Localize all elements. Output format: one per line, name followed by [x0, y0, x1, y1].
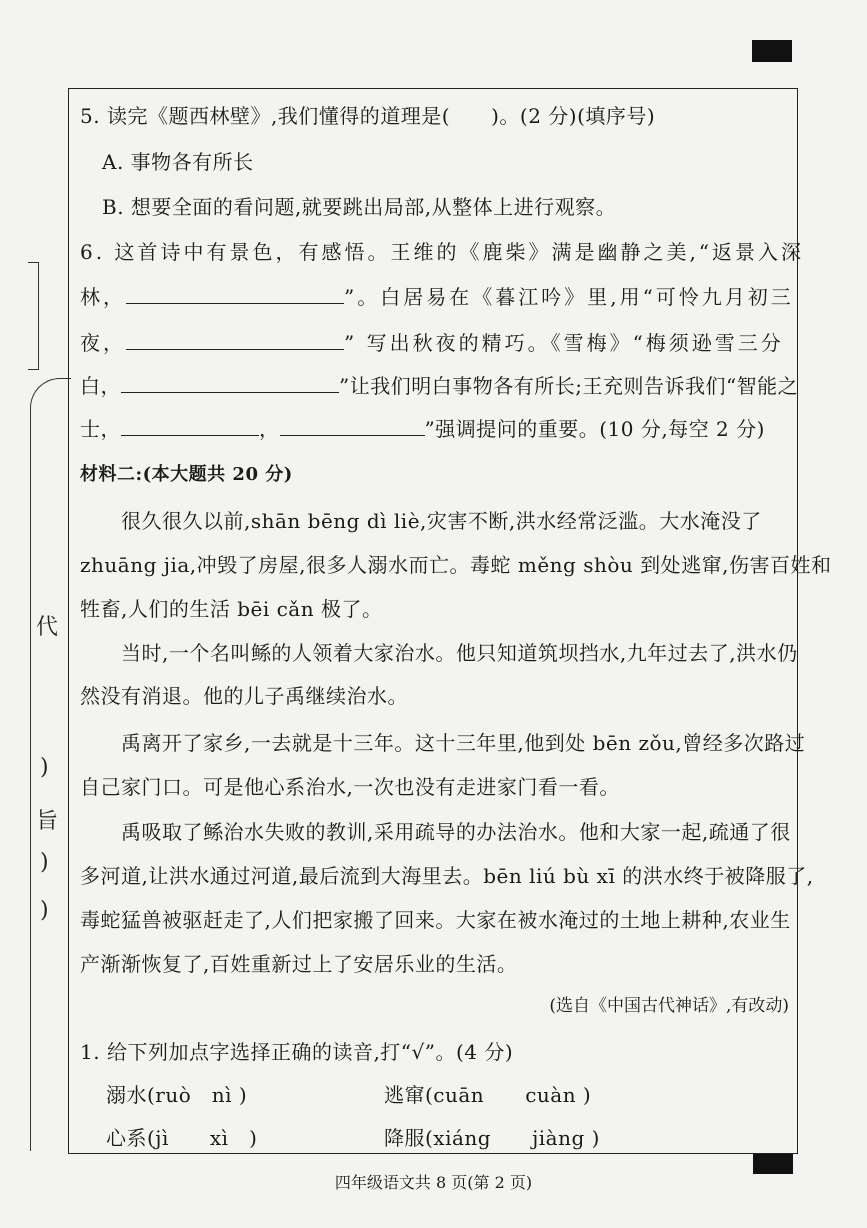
q6-line5 — [80, 413, 765, 442]
answer-blank[interactable] — [121, 374, 339, 393]
passage-line: 然没有消退。他的儿子禹继续治水。 — [80, 684, 408, 708]
passage-line: zhuāng jia,冲毁了房屋,很多人溺水而亡。毒蛇 měng shòu 到处逃窜,伤害百姓和 — [80, 553, 832, 577]
passage-line: 多河道,让洪水通过河道,最后流到大海里去。bēn liú bù xī 的洪水终于被降服了, — [80, 864, 814, 888]
q1-item[interactable]: 逃窜(cuān cuàn ) — [384, 1083, 592, 1107]
q6-line2 — [80, 281, 794, 310]
q5-option-b: B. 想要全面的看问题,就要跳出局部,从整体上进行观察。 — [102, 195, 617, 219]
q6-text: 白， — [80, 374, 121, 398]
q6-text: 林， — [80, 285, 126, 309]
q1-item[interactable]: 降服(xiáng jiàng ) — [384, 1126, 600, 1150]
margin-bracket-lower — [30, 378, 71, 1151]
margin-char: ) — [40, 755, 49, 780]
passage-line: 毒蛇猛兽被驱赶走了,人们把家搬了回来。大家在被水淹过的土地上耕种,农业生 — [80, 908, 791, 932]
page-footer: 四年级语文共 8 页(第 2 页) — [334, 1173, 533, 1192]
passage-source: (选自《中国古代神话》,有改动) — [549, 996, 789, 1016]
corner-marker-bottom — [753, 1154, 793, 1174]
material2-heading: 材料二:(本大题共 20 分) — [80, 464, 293, 485]
margin-bracket-upper — [28, 262, 39, 370]
margin-char: ) — [40, 850, 49, 875]
q5-option-a: A. 事物各有所长 — [102, 150, 254, 174]
passage-line: 禹吸取了鲧治水失败的教训,采用疏导的办法治水。他和大家一起,疏通了很 — [80, 820, 791, 844]
margin-char: ) — [40, 898, 49, 923]
q6-text: ”。白居易在《暮江吟》里,用“可怜九月初三 — [344, 285, 794, 309]
q5-stem: 5. 读完《题西林壁》,我们懂得的道理是( )。(2 分)(填序号) — [80, 104, 656, 128]
q6-line4 — [80, 370, 798, 399]
passage-line: 很久很久以前,shān bēng dì liè,灾害不断,洪水经常泛滥。大水淹没了 — [80, 509, 762, 533]
passage-line: 当时,一个名叫鲧的人领着大家治水。他只知道筑坝挡水,九年过去了,洪水仍 — [80, 641, 798, 665]
passage-line: 产渐渐恢复了,百姓重新过上了安居乐业的生活。 — [80, 952, 518, 976]
passage-line: 自己家门口。可是他心系治水,一次也没有走进家门看一看。 — [80, 775, 620, 799]
q1-item[interactable]: 心系(jì xì ) — [106, 1126, 258, 1150]
answer-blank[interactable] — [121, 417, 259, 436]
q6-line3 — [80, 327, 784, 356]
q6-text: 夜， — [80, 331, 126, 355]
answer-blank[interactable] — [280, 417, 425, 436]
q6-text: ” 写出秋夜的精巧。《雪梅》“梅须逊雪三分 — [344, 331, 784, 355]
answer-blank[interactable] — [126, 331, 344, 350]
q6-text: ”强调提问的重要。(10 分,每空 2 分) — [424, 417, 765, 441]
q6-line1: 6. 这首诗中有景色，有感悟。王维的《鹿柴》满是幽静之美,“返景入深 — [80, 240, 805, 264]
q6-text: 士， — [80, 417, 121, 441]
margin-char: 旨 — [36, 809, 59, 834]
margin-char: 代 — [36, 615, 59, 640]
passage-line: 禹离开了家乡,一去就是十三年。这十三年里,他到处 bēn zǒu,曾经多次路过 — [80, 731, 806, 755]
q1-stem: 1. 给下列加点字选择正确的读音,打“√”。(4 分) — [80, 1040, 514, 1064]
q1-item[interactable]: 溺水(ruò nì ) — [106, 1083, 248, 1107]
corner-marker-top — [752, 40, 792, 62]
answer-blank[interactable] — [126, 285, 344, 304]
passage-line: 牲畜,人们的生活 bēi cǎn 极了。 — [80, 597, 383, 621]
q6-text: ， — [259, 417, 280, 441]
q6-text: ”让我们明白事物各有所长;王充则告诉我们“智能之 — [339, 374, 799, 398]
